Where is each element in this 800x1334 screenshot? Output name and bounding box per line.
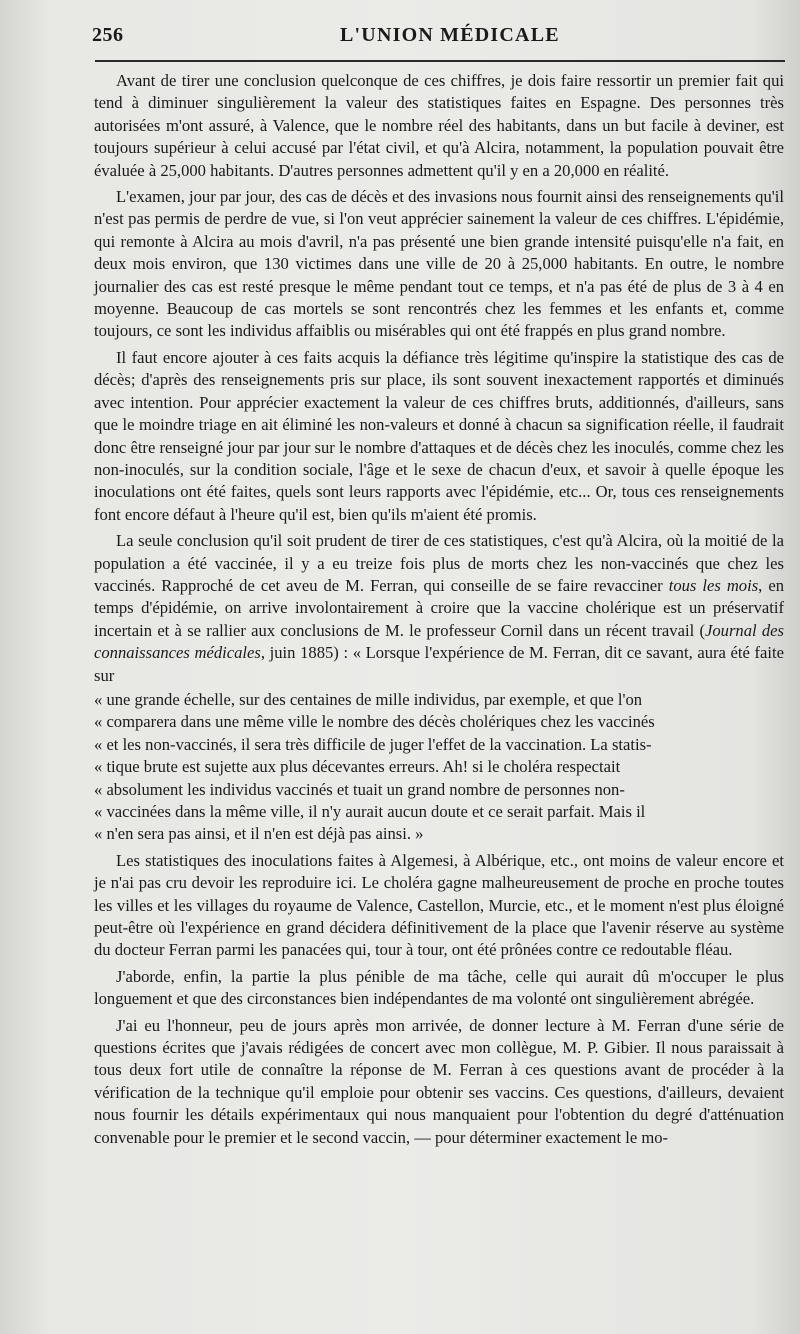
paragraph-2: L'examen, jour par jour, des cas de décès et des invasions nous fournit ainsi des renseignements qu'il n'est pas permis de perdre de vue, si l'on veut apprécier sainement la valeur de ces chiffres. L'épidémie, qui remonte à Alcira au mois d'avril, n'a pas présenté une bien grande intensité puisqu'elle n'a fait, en deux mois environ, que 130 victimes dans une ville de 20 à 25,000 habitants. En outre, le nombre journalier des cas est resté presque le même pendant tout ce temps, et n'a pas été de plus de 3 à 4 en moyenne. Beaucoup de cas mortels se sont rencontrés chez les femmes et les enfants et, comme toujours, ce sont les individus affaiblis ou misérables qui ont été frappés en plus grand nombre. — [94, 187, 784, 341]
body-text — [94, 70, 784, 1153]
quote-line: « n'en sera pas ainsi, et il n'en est déjà pas ainsi. » — [94, 824, 424, 844]
cornil-quote — [94, 689, 784, 846]
paragraph-6: J'aborde, enfin, la partie la plus pénible de ma tâche, celle qui aurait dû m'occuper le plus longuement et que des circonstances bien indépendantes de ma volonté ont singulièrement abrégée. — [94, 966, 784, 1009]
quote-line: « une grande échelle, sur des centaines de mille individus, par exemple, et que l'on — [94, 689, 643, 709]
page-number: 256 — [92, 24, 124, 46]
quote-line: « absolument les individus vaccinés et tuait un grand nombre de personnes non- — [94, 779, 625, 799]
paragraph-3: Il faut encore ajouter à ces faits acquis la défiance très légitime qu'inspire la statistique des cas de décès; d'après des renseignements pris sur place, ils sont souvent inexactement rapportés et diminués avec intention. Pour apprécier exactement la valeur de ces chiffres bruts, additionnés, d'ailleurs, sans que le moindre triage en ait éliminé les non-valeurs et donné à chacun sa signification réelle, il faudrait donc être renseigné jour par jour sur le nombre d'attaques et de décès chez les inoculés, comme chez les non-inoculés, sur la condition sociale, l'âge et le sexe de chacun d'eux, et savoir à quelle époque les inoculations ont été faites, quels sont leurs rapports avec l'épidémie, etc... Or, tous ces renseignements font encore défaut à l'heure qu'il est, bien qu'ils m'aient été promis. — [94, 347, 784, 524]
paragraph-4 — [94, 530, 784, 687]
paragraph-7: J'ai eu l'honneur, peu de jours après mon arrivée, de donner lecture à M. Ferran d'une série de questions écrites que j'avais rédigées de concert avec mon collègue, M. P. Gibier. Il nous paraissait à tous deux fort utile de connaître la réponse de M. Ferran à ces questions avant de procéder à la vérification de la technique qu'il emploie pour obtenir ses vaccins. Ces questions, d'ailleurs, devaient nous fournir les détails expérimentaux qui nous manquaient pour l'obtention du degré d'atténuation convenable pour le premier et le second vaccin, — pour déterminer exactement le mo- — [94, 1015, 784, 1147]
page-header — [92, 24, 792, 54]
paragraph-4-italic-1: tous les mois — [668, 575, 759, 595]
paragraph-4-text-1: La seule conclusion qu'il soit prudent de tirer de ces statistiques, c'est qu'à Alcira, où la moitié de la population a été vaccinée, il y a eu treize fois plus de morts chez les non-vaccinés que chez les vaccinés. Rapproché de cet aveu de M. Ferran, qui conseille de se faire revacciner — [94, 531, 784, 595]
paragraph-5: Les statistiques des inoculations faites à Algemesi, à Albérique, etc., ont moins de valeur encore et je n'ai pas cru devoir les reproduire ici. Le choléra gagne malheureusement de proche en proche toutes les villes et les villages du royaume de Valence, Castellon, Murcie, etc., et le moment n'est plus éloigné peut-être où l'expérience en grand décidera définitivement de la place que l'avenir réserve au système du docteur Ferran parmi les panacées qui, tour à tour, ont été prônées contre ce redoutable fléau. — [94, 850, 784, 960]
journal-title: Journal des connaissances médicales — [94, 620, 784, 663]
paragraph-4-text-2: , en temps d'épidémie, on arrive involontairement à croire que la vaccine cholérique est un préservatif incertain et à se rallier aux conclusions de M. le professeur Cornil dans un récent travail ( — [94, 575, 784, 640]
running-title: L'UNION MÉDICALE — [340, 24, 560, 46]
paragraph-1: Avant de tirer une conclusion quelconque de ces chiffres, je dois faire ressortir un premier fait qui tend à diminuer singulièrement la valeur des statistiques faites en Espagne. Des personnes très autorisées m'ont assuré, à Valence, que le nombre réel des habitants, dans un but facile à deviner, est toujours supérieur à celui accusé par l'état civil, et qu'à Alcira, notamment, la population pouvait être évaluée à 25,000 habitants. D'autres personnes admettent qu'il y en a 20,000 en réalité. — [94, 71, 784, 180]
header-rule — [95, 60, 785, 62]
quote-line: « comparera dans une même ville le nombre des décès cholériques chez les vaccinés — [94, 712, 655, 732]
quote-line: « vaccinées dans la même ville, il n'y aurait aucun doute et ce serait parfait. Mais il — [94, 802, 646, 821]
quote-line: « et les non-vaccinés, il sera très difficile de juger l'effet de la vaccination. La statis- — [94, 734, 652, 754]
quote-line: « tique brute est sujette aux plus décevantes erreurs. Ah! si le choléra respectait — [94, 757, 621, 777]
paragraph-4-text-3: , juin 1885) : « Lorsque l'expérience de M. Ferran, dit ce savant, aura été faite sur — [94, 643, 784, 685]
